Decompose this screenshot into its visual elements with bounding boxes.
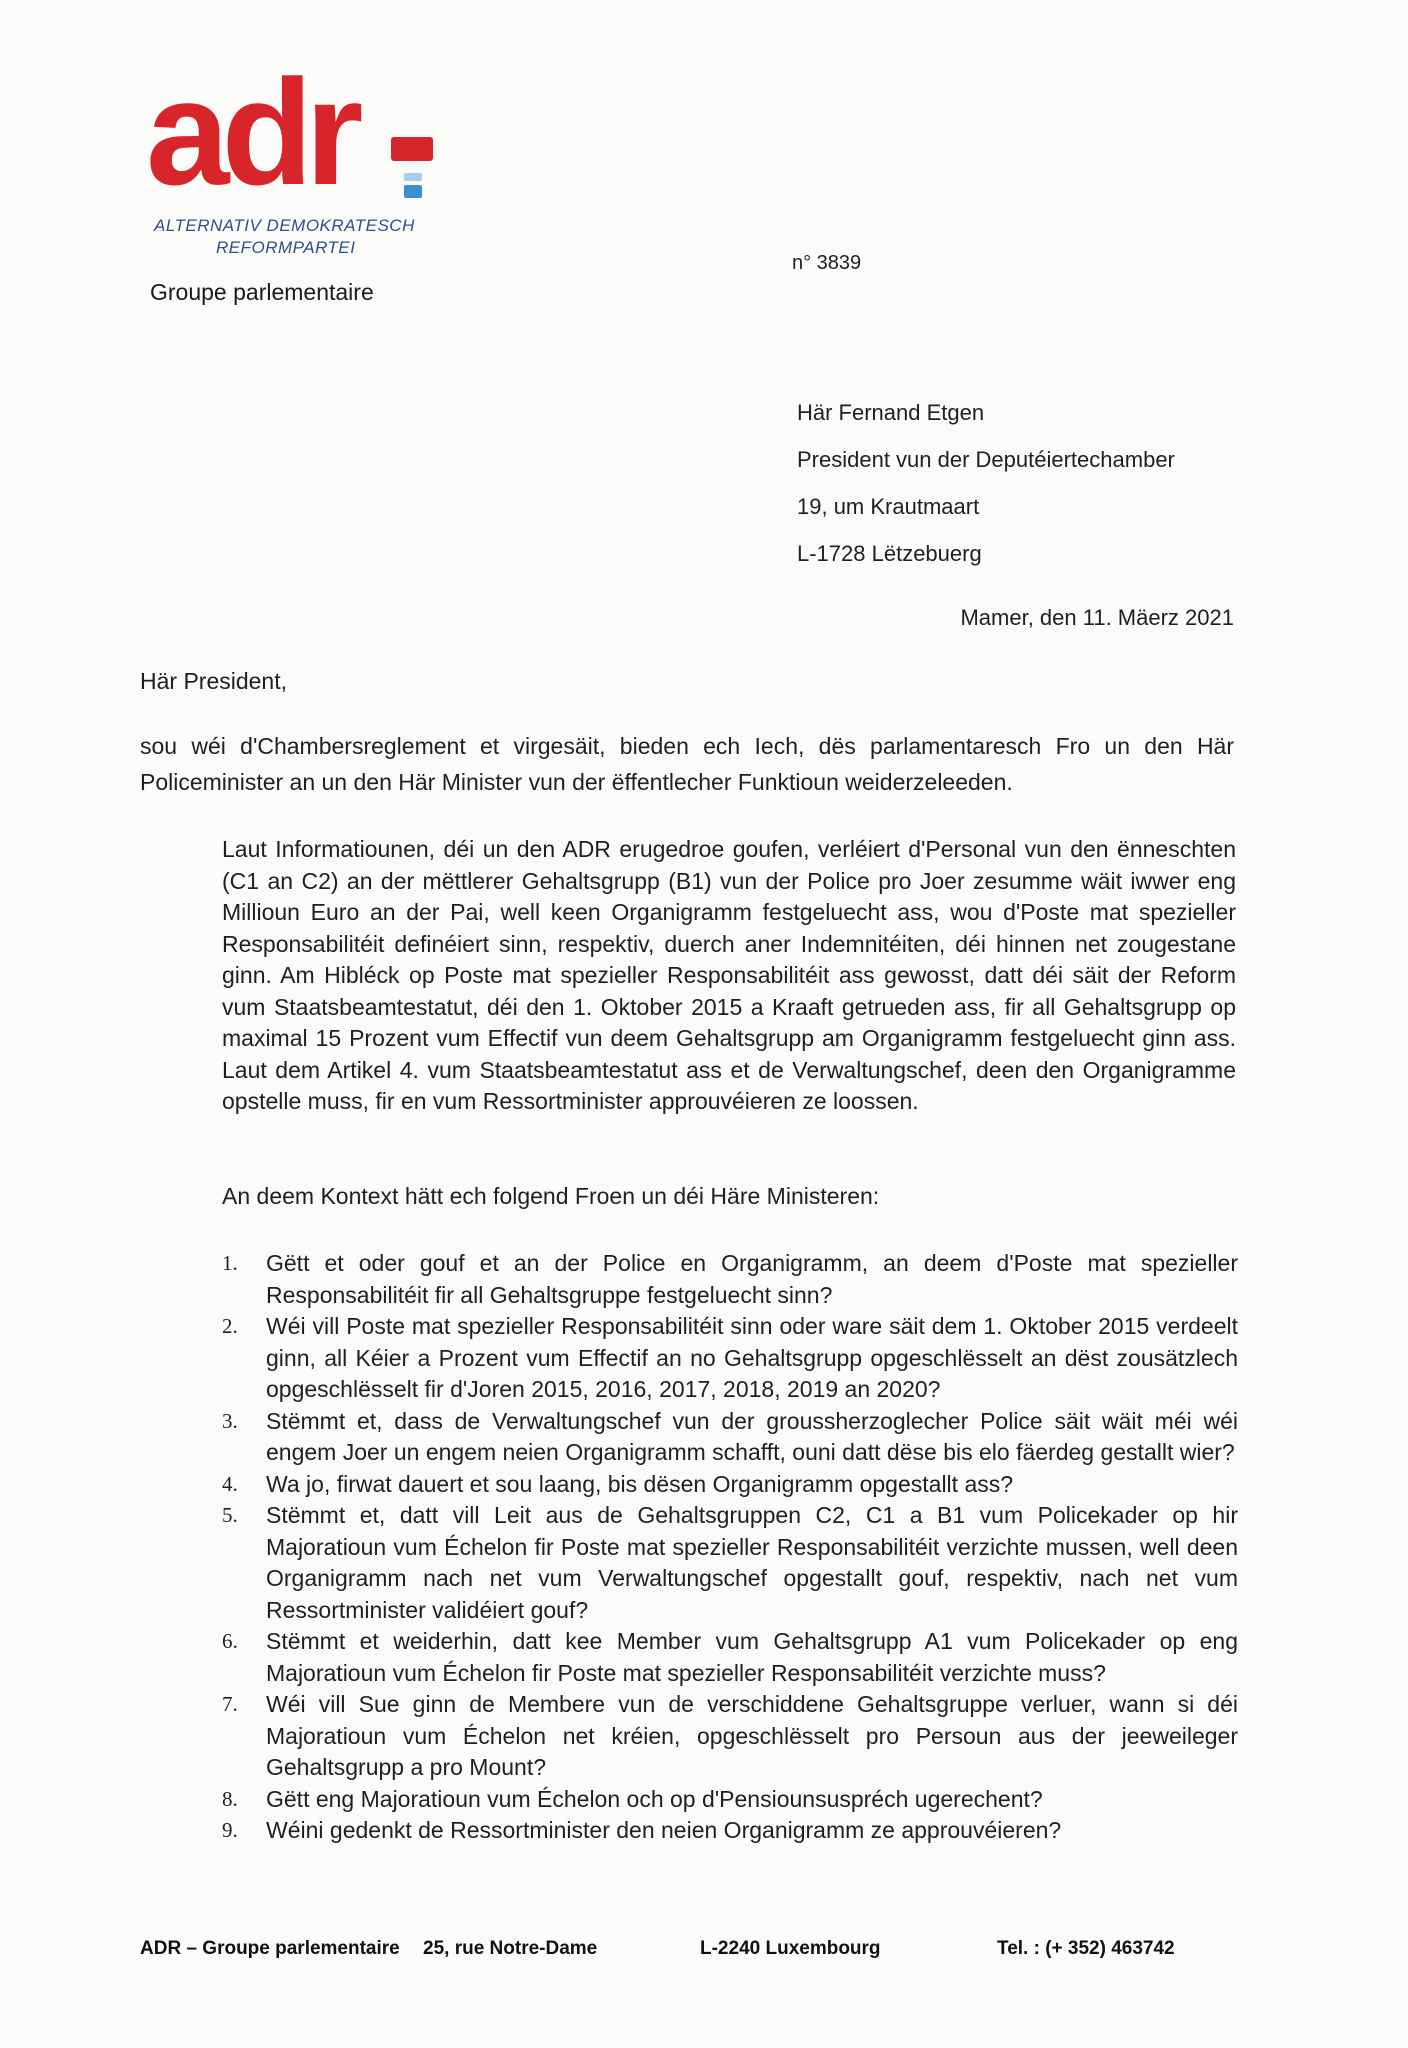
logo-dash-mark <box>391 137 433 161</box>
question-item <box>222 1406 1238 1469</box>
question-text: Stëmmt et, dass de Verwaltungschef vun der groussherzoglecher Police säit wäit méi wéi engem Joer un engem neien Organigramm schafft, ouni datt dëse bis elo fäerdeg gestallt wier? <box>266 1407 1238 1465</box>
intro-paragraph: sou wéi d'Chambersreglement et virgesäit, bieden ech Iech, dës parlamentaresch Fro un den Här Policeminister an un den Här Minister vun der ëffentlecher Funktioun weiderzeleeden. <box>140 733 1234 795</box>
question-item <box>222 1689 1238 1784</box>
party-logo <box>146 48 436 259</box>
question-item <box>222 1500 1238 1626</box>
question-number: 7. <box>222 1692 238 1716</box>
logo-blue-mark <box>404 185 422 198</box>
logo-blue-mark-light <box>404 173 422 181</box>
footer-org: ADR – Groupe parlementaire <box>140 1938 400 1959</box>
recipient-name: Här Fernand Etgen <box>797 400 985 425</box>
question-item <box>222 1469 1238 1501</box>
question-number: 3. <box>222 1408 238 1433</box>
question-item <box>222 1784 1238 1816</box>
question-number: 2. <box>222 1314 238 1338</box>
recipient-address <box>797 389 1175 577</box>
logo-wordmark <box>146 48 436 216</box>
footer-street: 25, rue Notre-Dame <box>423 1938 598 1959</box>
question-list <box>222 1248 1238 1847</box>
recipient-city: L-1728 Lëtzebuerg <box>797 541 982 566</box>
body-paragraph: Laut Informatiounen, déi un den ADR erugedroe goufen, verléiert d'Personal vun den ënneschten (C1 an C2) an der mëttlerer Gehaltsgrupp (B1) vun der Police pro Joer zesumme wäit iwwer eng Millioun Euro an der Pai, well keen Organigramm festgeluecht ass, wou d'Poste mat spezieller Responsabilitéit definéiert sinn, respektiv, duerch aner Indemnitéiten, déi hinnen net zougestane ginn. Am Hibléck op Poste mat spezieller Responsabilitéit ass gewosst, datt déi säit der Reform vum Staatsbeamtestatut, déi den 1. Oktober 2015 a Kraaft getrueden ass, fir all Gehaltsgrupp op maximal 15 Prozent vum Effectif vun deem Gehaltsgrupp am Organigramm festgeluecht ginn ass. Laut dem Artikel 4. vum Staatsbeamtestatut ass et de Verwaltungschef, deen den Organigramme opstelle muss, fir en vum Ressortminister approuvéieren ze loossen. <box>222 836 1236 1114</box>
logo-tagline-line2: REFORMPARTEI <box>216 238 356 257</box>
question-text: Stëmmt et, datt vill Leit aus de Gehaltsgruppen C2, C1 a B1 vum Policekader op hir Majoratioun vum Échelon fir Poste mat spezieller Responsabilitéit verzichte mussen, well deen Organigramm nach net vum Verwaltungschef opgestallt gouf, respektiv, nach net vum Ressortminister validéiert gouf? <box>266 1502 1238 1623</box>
recipient-title: President vun der Deputéiertechamber <box>797 447 1175 472</box>
logo-letters: adr <box>146 48 356 216</box>
question-number: 9. <box>222 1818 238 1842</box>
question-item <box>222 1815 1238 1847</box>
question-number: 4. <box>222 1471 238 1496</box>
question-text: Gëtt eng Majoratioun vum Échelon och op d'Pensiounsuspréch ugerechent? <box>266 1785 1043 1812</box>
letter-date: Mamer, den 11. Mäerz 2021 <box>960 605 1234 630</box>
question-number: 5. <box>222 1503 238 1527</box>
group-label: Groupe parlementaire <box>150 279 374 305</box>
question-item <box>222 1311 1238 1406</box>
question-text: Wéi vill Sue ginn de Membere vun de verschiddene Gehaltsgruppe verluer, wann si déi Majoratioun vum Échelon net kréien, opgeschlësselt pro Persoun aus der jeeweileger Gehaltsgrupp a pro Mount? <box>266 1691 1238 1780</box>
recipient-street: 19, um Krautmaart <box>797 494 980 519</box>
question-text: Stëmmt et weiderhin, datt kee Member vum Gehaltsgrupp A1 vum Policekader op eng Majoratioun vum Échelon fir Poste mat spezieller Responsabilitéit verzichte muss? <box>266 1628 1238 1686</box>
question-text: Gëtt et oder gouf et an der Police en Organigramm, an deem d'Poste mat spezieller Responsabilitéit fir all Gehaltsgruppe festgeluecht sinn? <box>266 1250 1238 1308</box>
logo-tagline-line1: ALTERNATIV DEMOKRATESCH <box>154 216 415 235</box>
question-text: Wa jo, firwat dauert et sou laang, bis dësen Organigramm opgestallt ass? <box>266 1470 1014 1497</box>
salutation: Här President, <box>140 668 288 694</box>
question-text: Wéi vill Poste mat spezieller Responsabilitéit sinn oder ware säit dem 1. Oktober 2015 verdeelt ginn, all Kéier a Prozent vum Effectif an no Gehaltsgrupp opgeschlësselt an dëst zousätzlech opgeschlësselt fir d'Joren 2015, 2016, 2017, 2018, 2019 an 2020? <box>266 1313 1238 1402</box>
question-number: 1. <box>222 1251 238 1275</box>
question-item <box>222 1626 1238 1689</box>
footer-phone: Tel. : (+ 352) 463742 <box>997 1938 1175 1959</box>
question-text: Wéini gedenkt de Ressortminister den neien Organigramm ze approuvéieren? <box>266 1817 1062 1843</box>
question-item <box>222 1248 1238 1311</box>
document-number: n° 3839 <box>792 252 862 274</box>
question-number: 6. <box>222 1629 238 1653</box>
context-sentence: An deem Kontext hätt ech folgend Froen un déi Häre Ministeren: <box>222 1183 880 1209</box>
question-number: 8. <box>222 1786 238 1811</box>
footer-city: L-2240 Luxembourg <box>700 1938 881 1959</box>
